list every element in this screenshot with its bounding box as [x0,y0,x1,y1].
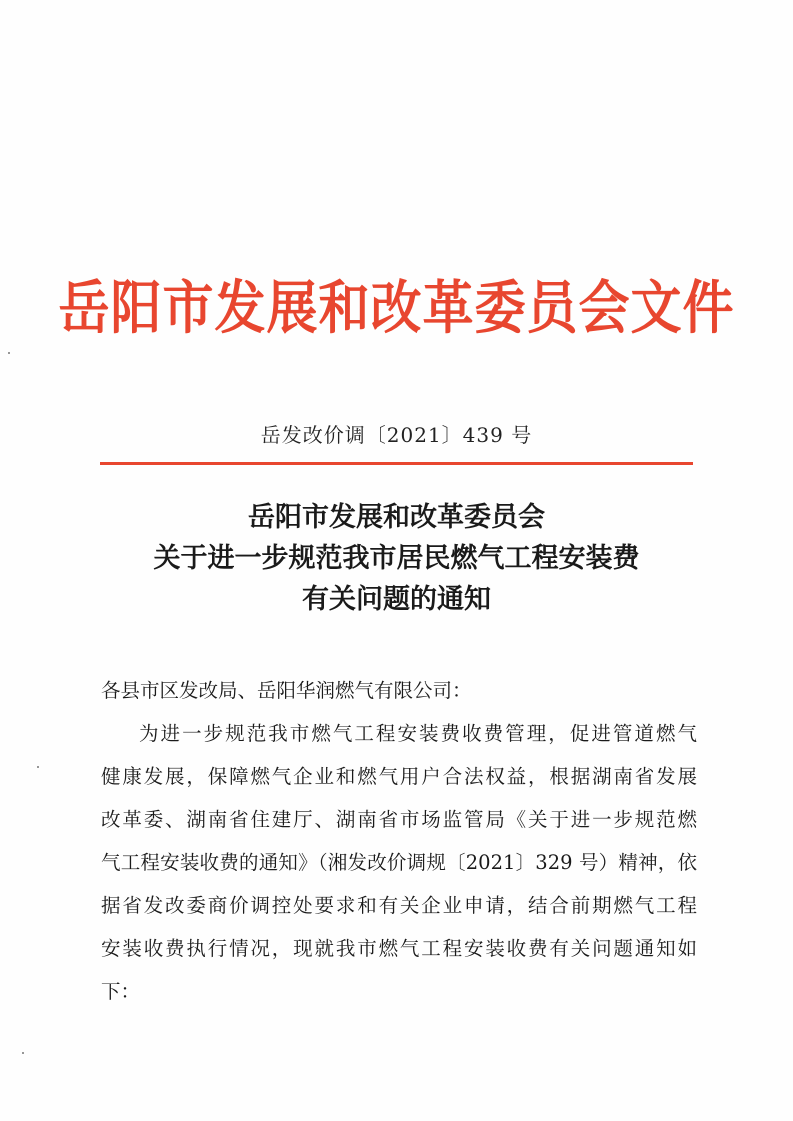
paragraph-line: 改革委、湖南省住建厅、湖南省市场监管局《关于进一步规范燃 [101,808,697,831]
title-line-2: 关于进一步规范我市居民燃气工程安装费 [153,543,640,574]
paragraph-line: 气工程安装收费的通知》（湘发改价调规〔2021〕329 号）精神，依 [101,851,697,874]
scan-speck [22,1052,24,1054]
paragraph-line: 为进一步规范我市燃气工程安装费收费管理，促进管道燃气 [139,722,697,745]
paragraph-line: 安装收费执行情况，现就我市燃气工程安装收费有关问题通知如 [101,937,697,960]
paragraph-line: 健康发展，保障燃气企业和燃气用户合法权益，根据湖南省发展 [101,765,697,788]
document-body [101,669,697,1013]
paragraph-line: 据省发改委商价调控处要求和有关企业申请，结合前期燃气工程 [101,894,697,917]
document-number: 岳发改价调〔2021〕439 号 [260,423,533,447]
scan-speck [8,352,10,354]
scan-speck [37,766,39,768]
title-line-1: 岳阳市发展和改革委员会 [248,502,545,533]
document-title [0,497,793,620]
document-masthead: 岳阳市发展和改革委员会文件 [58,274,735,342]
red-divider-rule [100,462,693,465]
title-line-3: 有关问题的通知 [302,584,491,615]
salutation: 各县市区发改局、岳阳华润燃气有限公司： [101,679,472,702]
paragraph-line: 下： [101,980,141,1003]
